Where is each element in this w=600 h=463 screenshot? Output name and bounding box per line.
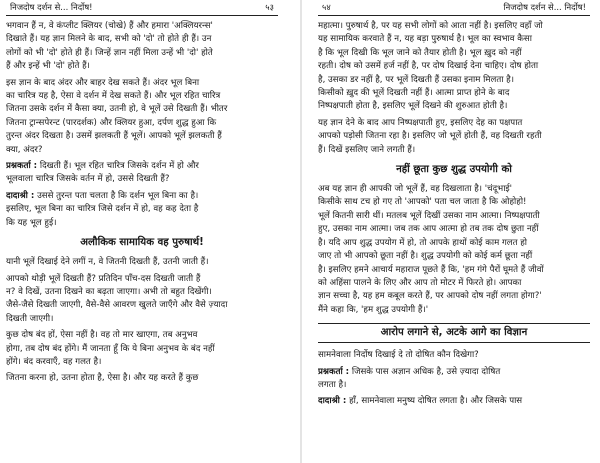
answer-text: हाँ, सामनेवाला मनुष्य दोषित लगता है। और जिसके पास — [349, 396, 523, 407]
text-line: इस ज्ञान के बाद अंदर और बाहर देख सकते हैं। अंदर भूल बिना — [6, 77, 200, 88]
text-line: जितना उसके दर्शन में कैसा क्या, उतनी हो, वे भूलें उसे दिखती हैं। भीतर — [6, 104, 228, 115]
right-section-heading-2: आरोप लगाने से, अटके आगे का विज्ञान — [318, 323, 590, 343]
text-line: इसलिए, भूल बिना का चारित्र जिसे दर्शन में हो, वह कह देता है — [6, 204, 199, 215]
right-page-header — [318, 0, 590, 16]
text-line — [318, 395, 590, 408]
question-text: जिसके पास अज्ञान अधिक है, उसे ज़्यादा दोषित — [351, 366, 501, 377]
right-paragraph-2 — [318, 117, 590, 157]
text-line — [6, 190, 278, 203]
left-page-header — [6, 0, 278, 16]
right-page-number: ५४ — [322, 1, 331, 12]
text-line: महात्मा। पुरुषार्थ है, पर यह सभी लोगों को आता नहीं है। इसलिए वहाँ जो — [318, 21, 543, 31]
left-page-number: ५३ — [265, 1, 274, 12]
questioner-label: प्रश्नकर्ता : — [318, 366, 350, 377]
text-line: तुरन्त अंदर दिखता है। उसमें झलकती हैं भूलें। आपको भूलें झलकती हैं — [6, 131, 222, 142]
right-section-heading-1: नहीं छूता कुछ शुद्ध उपयोगी को — [396, 164, 512, 176]
text-line: किसीको ख़ुद की भूलें दिखती नहीं हैं। आत्मा प्राप्त होने के बाद — [318, 88, 510, 99]
left-answer-1 — [6, 190, 278, 230]
text-line: यह ज्ञान देने के बाद आप निष्पक्षपाती हुए, इसलिए देह का पक्षपात — [318, 117, 523, 128]
question-text: दिखती हैं। भूल रहित चारित्र जिसके दर्शन में हो और — [39, 161, 199, 172]
right-paragraph-4 — [318, 349, 590, 362]
left-paragraph-3 — [6, 256, 278, 269]
text-line: है, उसका डर नहीं है, पर भूलें दिखती हैं उसका इनाम मिलता है। — [318, 74, 514, 85]
text-line — [6, 160, 278, 173]
text-line: लगता है। — [318, 379, 347, 390]
left-paragraph-6 — [6, 372, 278, 385]
right-page — [318, 0, 590, 463]
left-paragraph-5 — [6, 329, 278, 369]
book-gutter — [300, 0, 302, 463]
text-line: मैंने कहा कि, 'हम शुद्ध उपयोगी हैं।' — [318, 304, 429, 315]
dadashri-label: दादाश्री : — [318, 396, 347, 407]
text-line: क्या, अंदर? — [6, 144, 43, 155]
text-line: न? वे दिखें, उतना दिखने का बढ़ता जाएगा। अभी तो बहुत दिखेंगी। — [6, 286, 212, 297]
right-paragraph-3 — [318, 183, 590, 317]
left-paragraph-4 — [6, 273, 278, 327]
text-line: जितना करना हो, उतना होता है, ऐसा है। और यह करते हैं कुछ — [6, 373, 199, 384]
text-line: होंगे। बंद करवाएँ, वह गलत है। — [6, 356, 102, 367]
text-line: निष्पक्षपाती होता है, इसलिए भूलें दिखने की शुरुआत होती है। — [318, 101, 508, 112]
text-line — [318, 366, 590, 379]
answer-text: उससे तुरन्त पता चलता है कि दर्शन भूल बिना का है। — [37, 190, 199, 201]
text-line: यह सामायिक करवाते हैं न, यह बड़ा पुरुषार्थ है। भूल का स्वभाव कैसा — [318, 34, 532, 45]
questioner-label: प्रश्नकर्ता : — [6, 161, 38, 172]
text-line: जैसे-जैसे दिखती जाएगी, वैसे-वैसे आवरण खुलते जाएँगे और वैसे ज़्यादा — [6, 300, 228, 311]
text-line: दिखती जाएगी। — [6, 313, 54, 324]
right-header-title: निजदोष दर्शन से... निर्दोष! — [503, 1, 586, 12]
text-line: सामनेवाला निर्दोष दिखाई दे तो दोषित कौन दिखेगा? — [318, 350, 479, 361]
text-line: को अहिंसा पालने के लिए और आप तो मोटर में फिरते हो। आपका — [318, 277, 522, 288]
text-line: कुछ दोष बंद हों, ऐसा नहीं है। वह तो मार खाएगा, तब अनुभव — [6, 330, 198, 341]
text-line: लोगों को भी 'दो' होते ही हैं। जिन्हें ज्ञान नहीं मिला उन्हें भी 'दो' होते — [6, 47, 213, 58]
right-question-1 — [318, 366, 590, 393]
left-paragraph-2 — [6, 77, 278, 157]
text-line: है। यदि आप शुद्ध उपयोग में हो, तो आपके हाथों कोई काम गलत हो — [318, 237, 528, 248]
text-line: है। इसलिए हमने आचार्य महाराज पूछते हैं कि, 'हम गंगे पैरों घूमते हैं जीवों — [318, 264, 544, 275]
left-header-title: निजदोष दर्शन से... निर्दोष! — [10, 1, 93, 12]
text-line: आपको थोड़ी भूलें दिखती हैं? प्रतिदिन पाँच-दस दिखती जाती हैं — [6, 273, 201, 284]
text-line: हुए, उसका नाम आत्मा। जब तक आप आत्मा हो तब तक दोष छुता नहीं — [318, 224, 539, 235]
right-answer-1 — [318, 395, 590, 408]
text-line: भगवान हैं न, वे कंप्लीट क्लियर (चोखे) हैं और हमारा 'अक्लियरन्स' — [6, 21, 213, 31]
text-line: हैं। दिखें इसलिए जाने लगती हैं। — [318, 144, 416, 155]
text-line: कि यह भूल हुई। — [6, 217, 57, 228]
text-line: का चारित्र यह है, ऐसा वे दर्शन में देख सकते हैं। और भूल रहित चारित्र — [6, 91, 221, 102]
right-paragraph-1 — [318, 20, 590, 114]
left-page — [6, 0, 278, 463]
text-line: जाए तो भी आपको छूता नहीं है। शुद्ध उपयोगी को कोई कर्म छूता नहीं — [318, 251, 533, 262]
text-line: जितना ट्रान्सपेरन्ट (पारदर्शक) और क्लियर हुआ, दर्पण शुद्ध हुआ कि — [6, 117, 217, 128]
text-line: होगा, तब दोष बंद होंगे। मैं जानता हूँ कि ये बिना अनुभव के बंद नहीं — [6, 343, 215, 354]
text-line: आपको पड़ोसी जितना रहा है। इसलिए जो भूलें होती हैं, वह दिखती रहती — [318, 131, 542, 142]
text-line: किसीके साथ टच हो गए तो 'आपको' पता चल जाता है कि ओहोहो! — [318, 197, 527, 208]
text-line: रहती। दोष को उसमें हर्ज नहीं है, पर दोष दिखाई देना चाहिए। दोष होता — [318, 61, 539, 72]
text-line: भूलवाला चारित्र जिसके वर्तन में हो, उससे दिखती हैं? — [6, 174, 170, 185]
left-question-1 — [6, 160, 278, 187]
text-line: भूलें कितनी सारी थीं। मतलब भूलें दिखीं उसका नाम आत्मा। निष्पक्षपाती — [318, 210, 540, 221]
left-paragraph-1 — [6, 20, 278, 74]
text-line: दिखाते हैं। यह ज्ञान मिलने के बाद, सभी को 'दो' तो होते ही हैं। उन — [6, 34, 212, 45]
left-section-heading: अलौकिक सामायिक वह पुरुषार्थ! — [80, 237, 204, 249]
text-line: ज्ञान सच्चा है, यह हम कबूल करते हैं, पर आपको दोष नहीं लगता होगा?' — [318, 291, 542, 302]
text-line: हैं और इन्हें भी 'दो' होते हैं। — [6, 61, 90, 72]
text-line: यानी भूलें दिखाई देने लगीं न, वे जितनी दिखती हैं, उतनी जाती हैं। — [6, 257, 209, 268]
text-line: है कि भूल दिखी कि भूल जाने को तैयार होती है। भूल ख़ुद को नहीं — [318, 47, 522, 58]
text-line: अब यह ज्ञान ही आपकी जो भूलें हैं, वह दिखलाता है। 'चंदूभाई' — [318, 184, 513, 195]
dadashri-label: दादाश्री : — [6, 190, 35, 201]
